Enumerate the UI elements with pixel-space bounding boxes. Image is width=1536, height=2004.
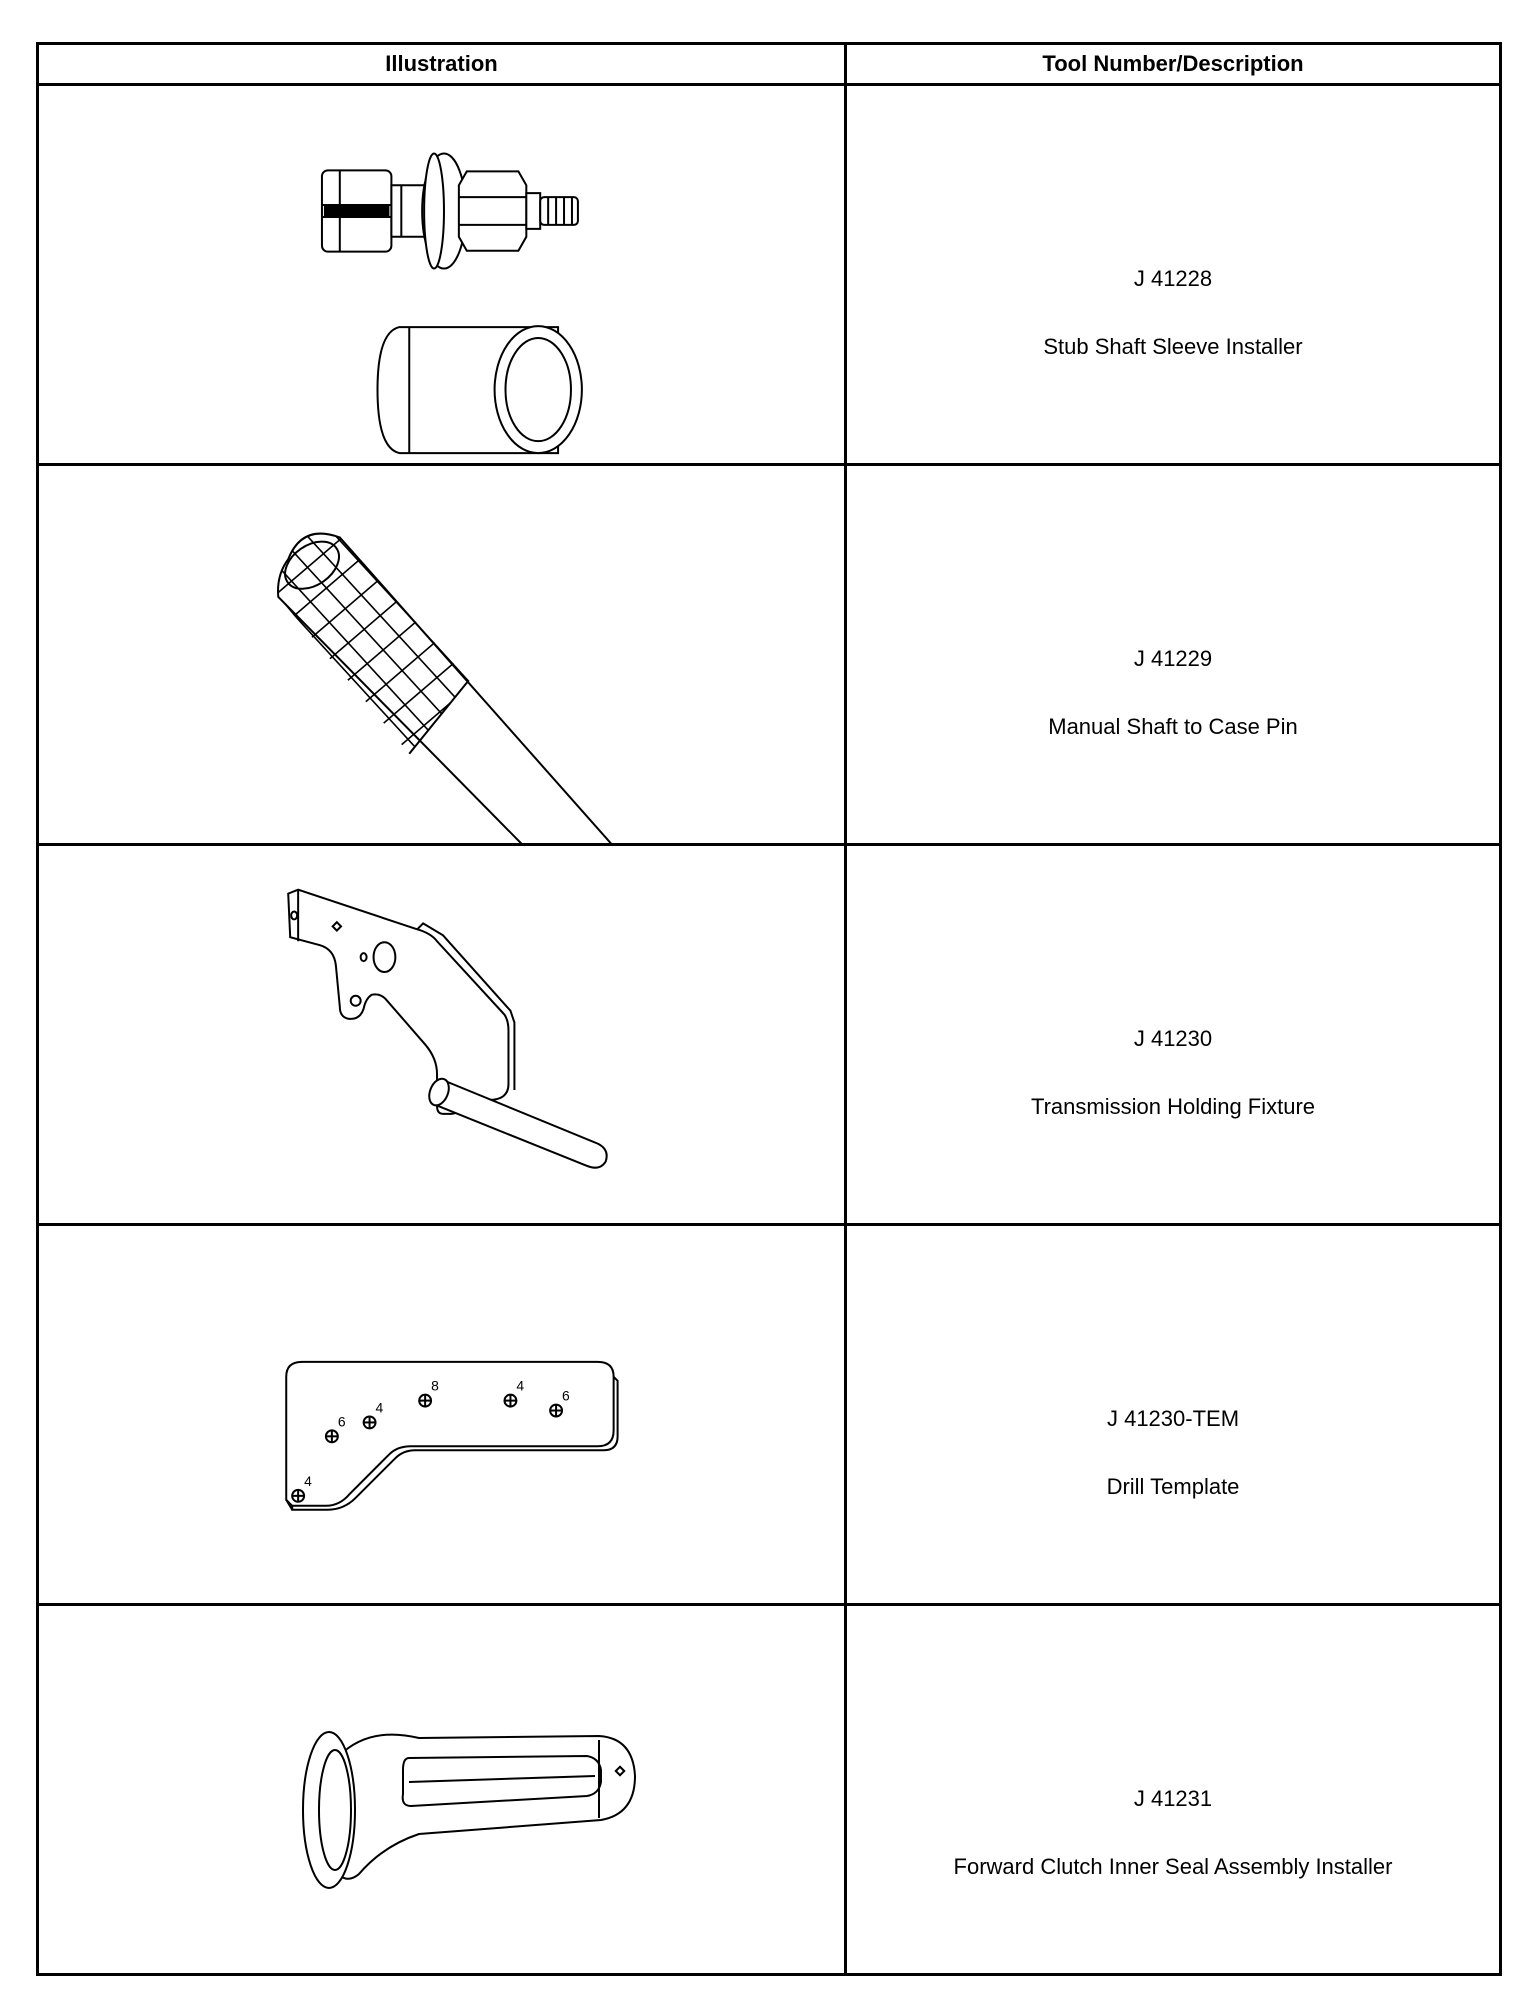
tool-description-cell: [847, 1606, 1499, 1973]
hole-label: 4: [304, 1472, 312, 1489]
tool-number: J 41230-TEM: [1106, 1406, 1240, 1431]
table-row: [39, 86, 1499, 466]
tool-number: J 41228: [1133, 266, 1213, 291]
tool-number: J 41230: [1133, 1026, 1213, 1051]
tool-description-cell: [847, 86, 1499, 463]
hole-label: 8: [431, 1377, 439, 1394]
tool-description: Manual Shaft to Case Pin: [1048, 714, 1298, 739]
table-row: [39, 1226, 1499, 1606]
tool-description-cell: [847, 1226, 1499, 1603]
hole-label: 4: [375, 1399, 384, 1416]
illustration-stub-shaft-sleeve-installer: [39, 86, 844, 463]
tool-description-cell: [847, 466, 1499, 843]
header-tool-description: Tool Number/Description: [1042, 51, 1304, 76]
tool-description: Forward Clutch Inner Seal Assembly Installer: [953, 1854, 1393, 1879]
table-header: [39, 45, 1499, 86]
table-row: [39, 1606, 1499, 1973]
hole-label: 6: [337, 1413, 346, 1430]
header-illustration: Illustration: [385, 51, 498, 76]
tool-table: [36, 42, 1502, 1976]
hole-label: 6: [562, 1387, 570, 1404]
hole-label: 4: [516, 1377, 525, 1394]
illustration-manual-shaft-to-case-pin: [39, 466, 844, 843]
illustration-drill-template: [39, 1226, 844, 1603]
table-row: [39, 466, 1499, 846]
tool-description: Stub Shaft Sleeve Installer: [1043, 334, 1303, 359]
tool-description-cell: [847, 846, 1499, 1223]
tool-description: Transmission Holding Fixture: [1030, 1094, 1316, 1119]
tool-number: J 41229: [1133, 646, 1213, 671]
table-row: [39, 846, 1499, 1226]
illustration-transmission-holding-fixture: [39, 846, 844, 1223]
tool-description: Drill Template: [1106, 1474, 1240, 1499]
tool-number: J 41231: [1133, 1786, 1213, 1811]
illustration-forward-clutch-seal-installer: [39, 1606, 844, 1973]
